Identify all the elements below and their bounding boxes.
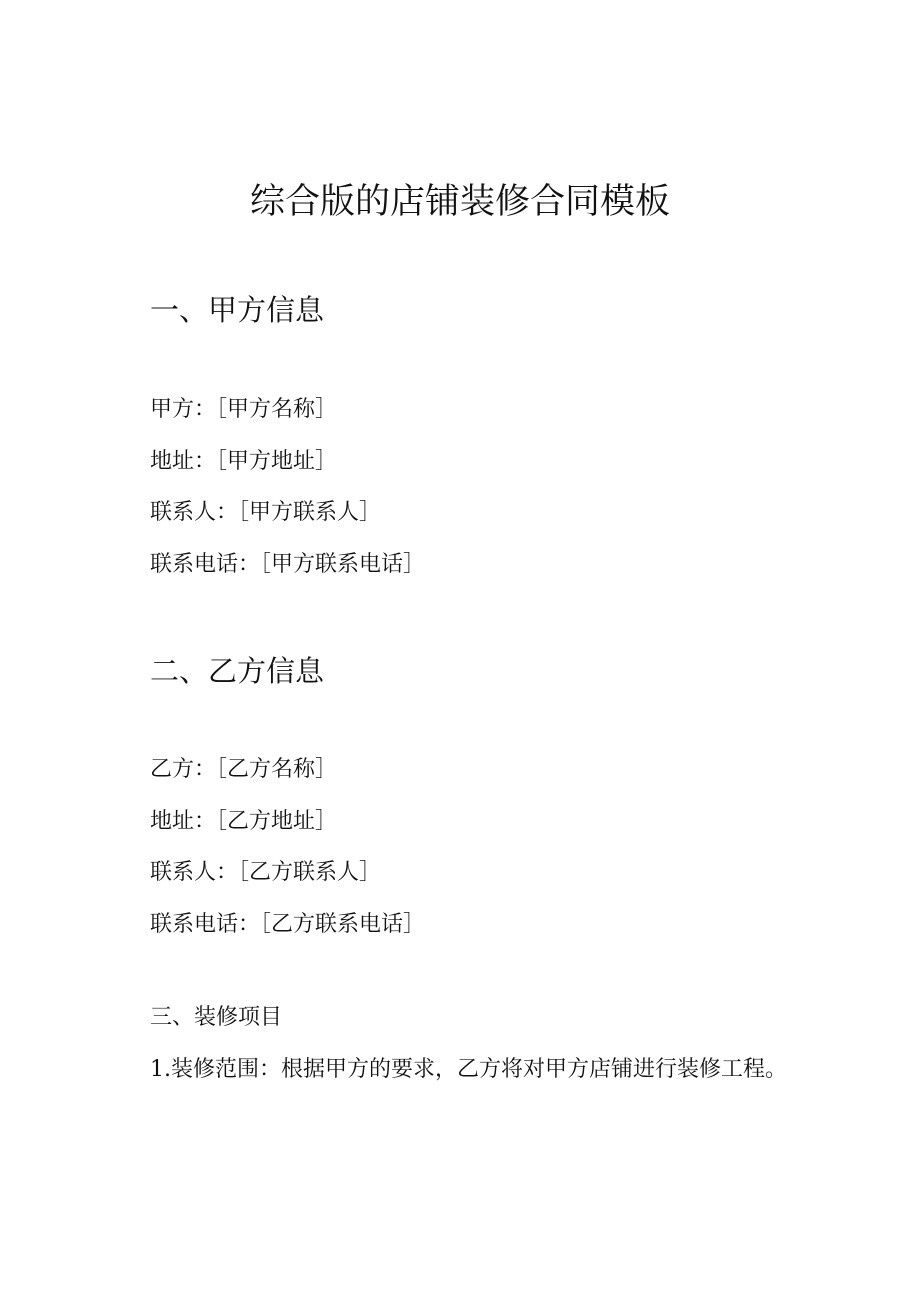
party-a-address-field: 地址：［甲方地址］	[150, 449, 338, 474]
party-a-name-field: 甲方：［甲方名称］	[150, 397, 338, 422]
section-heading-renovation-project: 三、装修项目	[150, 1005, 283, 1030]
party-a-phone-field: 联系电话：［甲方联系电话］	[150, 552, 426, 577]
renovation-scope-paragraph: 1.装修范围：根据甲方的要求，乙方将对甲方店铺进行装修工程。	[150, 1057, 787, 1082]
party-a-contact-field: 联系人：［甲方联系人］	[150, 500, 382, 525]
party-b-name-field: 乙方：［乙方名称］	[150, 757, 338, 782]
section-heading-party-b: 二、乙方信息	[150, 654, 325, 688]
section-heading-party-a: 一、甲方信息	[150, 293, 325, 327]
document-title: 综合版的店铺装修合同模板	[249, 182, 670, 222]
party-b-contact-field: 联系人：［乙方联系人］	[150, 860, 382, 885]
party-b-address-field: 地址：［乙方地址］	[150, 809, 338, 834]
party-b-phone-field: 联系电话：［乙方联系电话］	[150, 912, 426, 937]
